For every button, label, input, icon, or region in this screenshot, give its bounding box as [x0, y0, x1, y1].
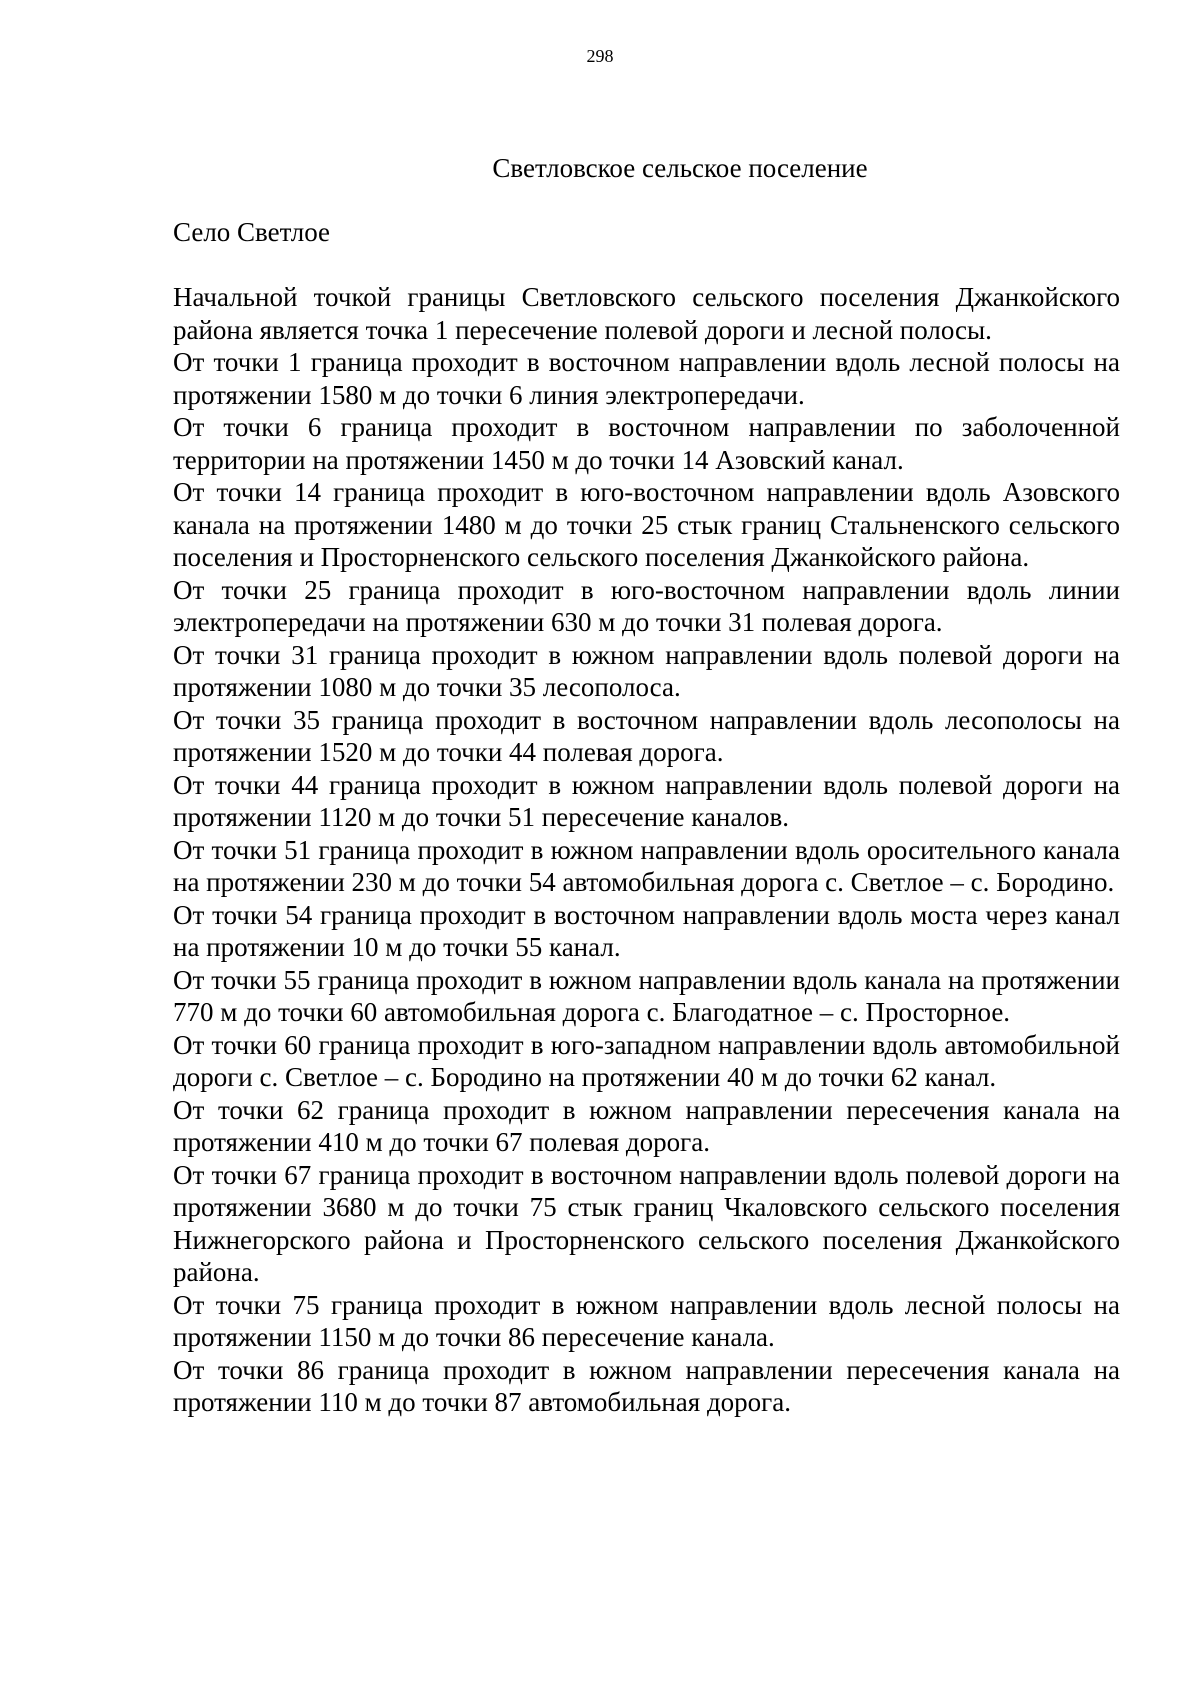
- subsection-title: Село Светлое: [173, 217, 331, 247]
- paragraph: От точки 67 граница проходит в восточном направлении вдоль полевой дороги на протяжении 3680 м до точки 75 стык границ Чкаловского сельского поселения Нижнегорского района и Просторненского сельского поселения Джанкойского района.: [173, 1159, 1120, 1287]
- section-title: Светловское сельское поселение: [492, 153, 868, 183]
- paragraph: От точки 25 граница проходит в юго-восточном направлении вдоль линии электропередачи на протяжении 630 м до точки 31 полевая дорога.: [173, 574, 1120, 637]
- paragraph: От точки 54 граница проходит в восточном направлении вдоль моста через канал на протяжении 10 м до точки 55 канал.: [173, 899, 1120, 962]
- paragraph: От точки 51 граница проходит в южном направлении вдоль оросительного канала на протяжении 230 м до точки 54 автомобильная дорога с. Светлое – с. Бородино.: [173, 834, 1120, 897]
- paragraph: От точки 86 граница проходит в южном направлении пересечения канала на протяжении 110 м до точки 87 автомобильная дорога.: [173, 1354, 1120, 1417]
- paragraph: От точки 60 граница проходит в юго-западном направлении вдоль автомобильной дороги с. Светлое – с. Бородино на протяжении 40 м до точки 62 канал.: [173, 1029, 1120, 1092]
- paragraph: От точки 14 граница проходит в юго-восточном направлении вдоль Азовского канала на протяжении 1480 м до точки 25 стык границ Стальненского сельского поселения и Просторненского сельского поселения Джанкойского района.: [173, 477, 1120, 572]
- body-text: [173, 281, 1120, 1419]
- paragraph: От точки 1 граница проходит в восточном направлении вдоль лесной полосы на протяжении 1580 м до точки 6 линия электропередачи.: [173, 347, 1120, 410]
- paragraph: От точки 6 граница проходит в восточном направлении по заболоченной территории на протяжении 1450 м до точки 14 Азовский канал.: [173, 412, 1120, 475]
- paragraph: От точки 62 граница проходит в южном направлении пересечения канала на протяжении 410 м до точки 67 полевая дорога.: [173, 1094, 1120, 1157]
- paragraph: От точки 75 граница проходит в южном направлении вдоль лесной полосы на протяжении 1150 м до точки 86 пересечение канала.: [173, 1289, 1120, 1352]
- paragraph: От точки 44 граница проходит в южном направлении вдоль полевой дороги на протяжении 1120 м до точки 51 пересечение каналов.: [173, 769, 1120, 832]
- page-number: 298: [586, 46, 614, 66]
- paragraph: От точки 35 граница проходит в восточном направлении вдоль лесополосы на протяжении 1520 м до точки 44 полевая дорога.: [173, 704, 1120, 767]
- paragraph: Начальной точкой границы Светловского сельского поселения Джанкойского района является точка 1 пересечение полевой дороги и лесной полосы.: [173, 282, 1120, 345]
- paragraph: От точки 55 граница проходит в южном направлении вдоль канала на протяжении 770 м до точки 60 автомобильная дорога с. Благодатное – с. Просторное.: [173, 964, 1120, 1027]
- paragraph: От точки 31 граница проходит в южном направлении вдоль полевой дороги на протяжении 1080 м до точки 35 лесополоса.: [173, 639, 1120, 702]
